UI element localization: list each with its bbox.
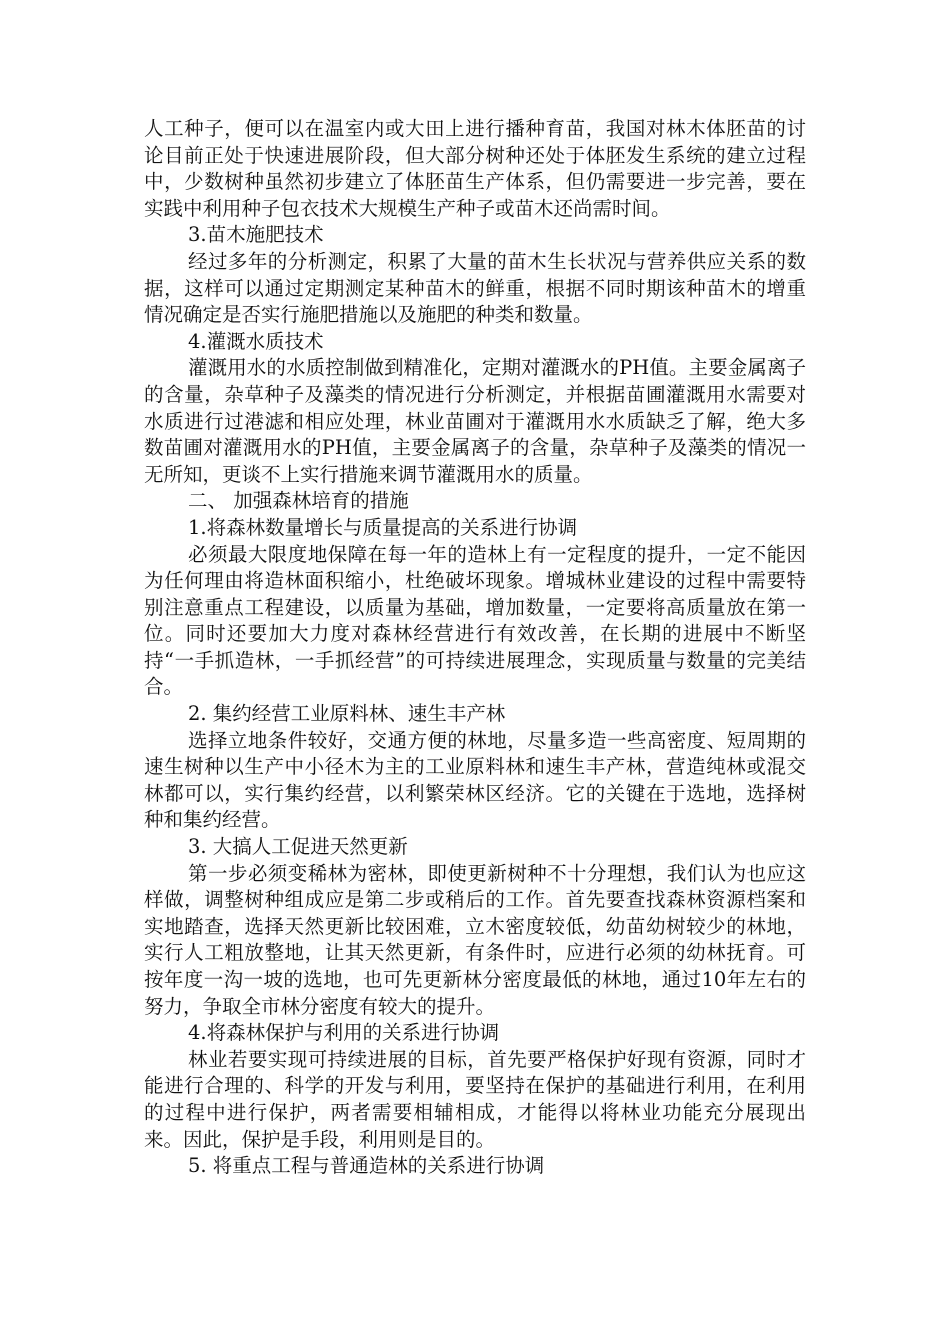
paragraph-protection-utilization: 林业若要实现可持续进展的目标，首先要严格保护好现有资源，同时才能进行合理的、科学的开发与利用，要坚持在保护的基础进行利用，在利用的过程中进行保护，两者需要相辅相成，才能得以将林业功能充分展现出来。因此，保护是手段，利用则是目的。 [144,1047,806,1151]
heading-natural-regeneration: 3. 大搞人工促进天然更新 [188,835,408,859]
heading-key-projects: 5. 将重点工程与普通造林的关系进行协调 [188,1154,545,1178]
section-heading-forest-cultivation: 二、 加强森林培育的措施 [188,489,409,513]
heading-irrigation-water: 4.灌溉水质技术 [188,329,324,353]
heading-fertilization: 3.苗木施肥技术 [188,223,324,247]
paragraph-intensive-management: 选择立地条件较好，交通方便的林地，尽量多造一些高密度、短周期的速生树种以生产中小径木为主的工业原料林和速生丰产林，营造纯林或混交林都可以，实行集约经营，以利繁荣林区经济。它的关键在于选地，选择树种和集约经营。 [144,728,806,832]
paragraph-irrigation-water: 灌溉用水的水质控制做到精准化，定期对灌溉水的PH值。主要金属离子的含量，杂草种子及藻类的情况进行分析测定，并根据苗圃灌溉用水需要对水质进行过港滤和相应处理，林业苗圃对于灌溉用水水质缺乏了解，绝大多数苗圃对灌溉用水的PH值，主要金属离子的含量，杂草种子及藻类的情况一无所知，更谈不上实行措施来调节灌溉用水的质量。 [144,356,806,486]
paragraph-seed-coating: 人工种子，便可以在温室内或大田上进行播种育苗，我国对林木体胚苗的讨论目前正处于快速进展阶段，但大部分树种还处于体胚发生系统的建立过程中，少数树种虽然初步建立了体胚苗生产体系，但仍需要进一步完善，要在实践中利用种子包衣技术大规模生产种子或苗木还尚需时间。 [144,117,806,220]
paragraph-natural-regeneration: 第一步必须变稀林为密林，即使更新树种不十分理想，我们认为也应这样做，调整树种组成应是第二步或稍后的工作。首先要查找森林资源档案和实地踏查，选择天然更新比较困难，立木密度较低，幼苗幼树较少的林地，实行人工粗放整地，让其天然更新，有条件时，应进行必须的幼林抚育。可按年度一沟一坡的选地，也可先更新林分密度最低的林地，通过10年左右的努力，争取全市林分密度有较大的提升。 [144,861,806,1018]
heading-protection-utilization: 4.将森林保护与利用的关系进行协调 [188,1021,500,1045]
paragraph-quantity-quality: 必须最大限度地保障在每一年的造林上有一定程度的提升，一定不能因为任何理由将造林面积缩小，杜绝破坏现象。增城林业建设的过程中需要特别注意重点工程建设，以质量为基础，增加数量，一定要将高质量放在第一位。同时还要加大力度对森林经营进行有效改善，在长期的进展中不断坚持“一手抓造林，一手抓经营”的可持续进展理念，实现质量与数量的完美结合。 [144,542,806,699]
heading-intensive-management: 2. 集约经营工业原料林、速生丰产林 [188,702,506,726]
heading-quantity-quality: 1.将森林数量增长与质量提高的关系进行协调 [188,515,578,539]
document-page [144,116,806,1180]
paragraph-fertilization: 经过多年的分析测定，积累了大量的苗木生长状况与营养供应关系的数据，这样可以通过定期测定某种苗木的鲜重，根据不同时期该种苗木的增重情况确定是否实行施肥措施以及施肥的种类和数量。 [144,249,806,327]
